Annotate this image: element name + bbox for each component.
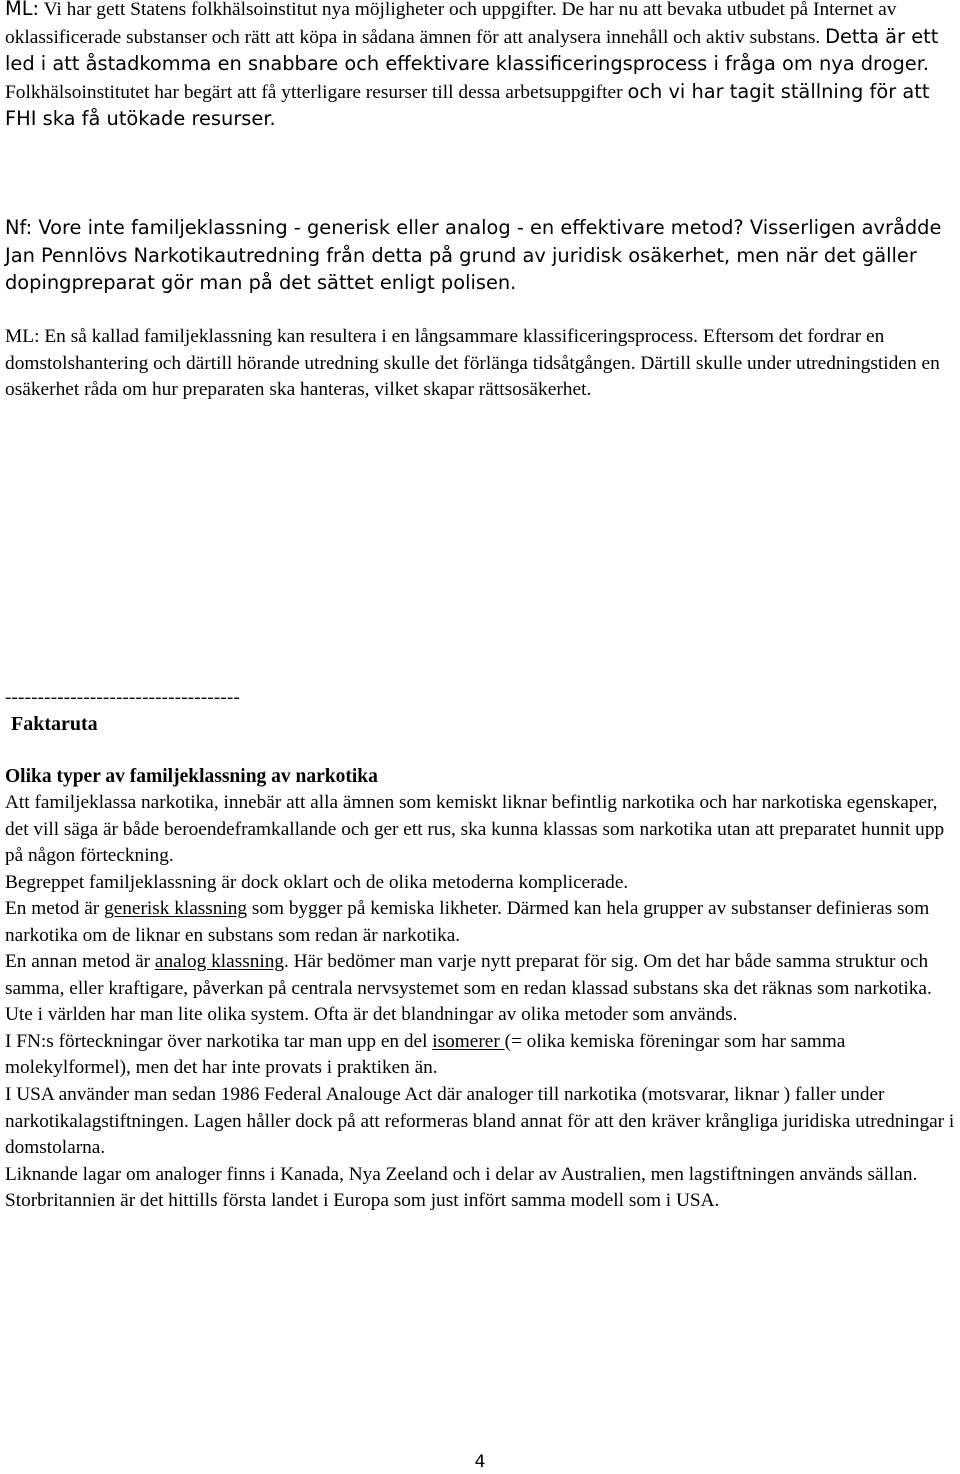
- analog-text-pre: En annan metod är: [5, 951, 155, 973]
- fact-paragraph-usa: I USA använder man sedan 1986 Federal Analouge Act där analoger till narkotika (motsvarar, liknar ) faller under narkotikalagstiftningen. Lagen håller dock på att reformeras bland annat för att den kräver krångliga juridiska utredningar i domstolarna.: [5, 1084, 955, 1159]
- ml-text-segment-3: Folkhälsoinstitutet har begärt att få ytterligare resurser till dessa arbetsuppgifter: [5, 81, 628, 103]
- ml-text-segment-4: och vi har tagit ställning för att FHI ska få utökade resurser.: [5, 79, 930, 131]
- fact-paragraph-generic: [5, 896, 957, 949]
- ml-paragraph-2: ML: En så kallad familjeklassning kan resultera i en långsammare klassificeringsprocess. Eftersom det fordrar en domstolshantering och därtill hörande utredning skulle det förlänga tidsåtgången. Därtill skulle under utredningstiden en osäkerhet råda om hur preparaten ska hanteras, vilket skapar rättsosäkerhet.: [5, 326, 940, 401]
- fact-paragraph-world: Ute i världen har man lite olika system. Ofta är det blandningar av olika metoder som används.: [5, 1004, 738, 1026]
- fact-paragraph-concept: Begreppet familjeklassning är dock oklart och de olika metoderna komplicerade.: [5, 871, 629, 893]
- fact-paragraph-similar-laws: Liknande lagar om analoger finns i Kanada, Nya Zeeland och i delar av Australien, men lagstiftningen används sällan.: [5, 1163, 918, 1185]
- generic-classification-link[interactable]: generisk klassning: [104, 898, 248, 920]
- analog-text-post: . Här bedömer man varje nytt preparat för sig. Om det har både samma struktur och samma, eller kraftigare, påverkan på centrala nervsystemet som en redan klassad substans ska det räknas som narkotika.: [5, 951, 932, 999]
- ml-text-segment-2: Detta är ett led i att åstadkomma en snabbare och effektivare klassificeringsprocess i fråga om nya droger.: [5, 24, 939, 76]
- generic-text-post: som bygger på kemiska likheter. Därmed kan hela grupper av substanser definieras som narkotika om de liknar en substans som redan är narkotika.: [5, 898, 930, 946]
- un-text-post: (= olika kemiska föreningar som har samma molekylformel), men det har inte provats i praktiken än.: [5, 1030, 846, 1079]
- analog-classification-link[interactable]: analog klassning: [154, 951, 284, 973]
- nf-paragraph: [5, 215, 955, 298]
- isomers-link[interactable]: isomerer: [432, 1030, 505, 1052]
- fact-paragraph-analog: [5, 949, 957, 1002]
- fact-paragraph-definition: Att familjeklassa narkotika, innebär att alla ämnen som kemiskt liknar befintlig narkotika och har narkotiska egenskaper, det vill säga är både beroendeframkallande och ger ett rus, ska kunna klassas som narkotika utan att preparatet hunnit upp på någon förteckning.: [5, 792, 945, 867]
- ml-speaker-label: ML:: [5, 0, 40, 20]
- un-text-pre: I FN:s förteckningar över narkotika tar man upp en del: [5, 1030, 433, 1052]
- nf-answer: Visserligen avrådde Jan Pennlövs Narkotikautredning från detta på grund av juridisk osäkerhet, men när det gäller dopingpreparat gör man på det sättet enligt polisen.: [5, 216, 942, 295]
- page-number: 4: [474, 1452, 486, 1472]
- ml-paragraph-1: [5, 0, 955, 134]
- fact-paragraph-uk: Storbritannien är det hittills första landet i Europa som just infört samma modell som i USA.: [5, 1190, 720, 1212]
- generic-text-pre: En metod är: [5, 898, 105, 920]
- nf-question: Nf: Vore inte familjeklassning - generisk eller analog - en effektivare metod?: [5, 216, 744, 239]
- fact-paragraph-un: [5, 1029, 957, 1082]
- section-divider: ------------------------------------: [5, 687, 240, 708]
- ml-text-segment-1: Vi har gett Statens folkhälsoinstitut nya möjligheter och uppgifter. De har nu att bevaka utbudet på Internet av oklassificerade substanser och rätt att köpa in sådana ämnen för att analysera innehåll och aktiv substans.: [5, 0, 897, 48]
- fact-box-title: Faktaruta: [11, 713, 98, 735]
- fact-box-heading: Olika typer av familjeklassning av narkotika: [5, 766, 378, 787]
- fact-box-body: [5, 790, 957, 1215]
